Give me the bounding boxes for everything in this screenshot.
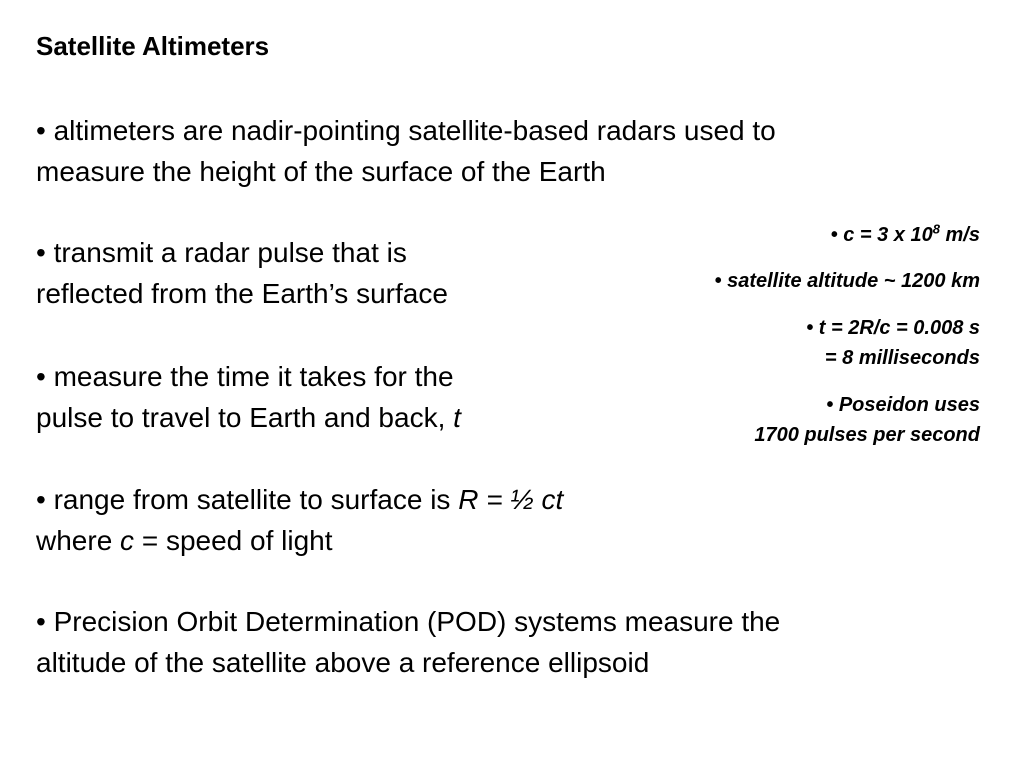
note-text: m/s [939, 224, 980, 246]
variable-c: c [120, 525, 135, 556]
note-exponent: 8 [932, 221, 940, 237]
bullet-line: • Precision Orbit Determination (POD) systems measure the [36, 606, 781, 637]
note-speed-of-light [831, 220, 980, 250]
bullet-text: where [36, 525, 121, 556]
bullet-altimeters [36, 110, 776, 192]
note-line: • Poseidon uses [826, 394, 980, 416]
bullet-text: pulse to travel to Earth and back, [36, 402, 454, 433]
bullet-range [36, 479, 563, 561]
bullet-line: • transmit a radar pulse that is [36, 237, 407, 268]
bullet-text: • range from satellite to surface is [36, 484, 459, 515]
bullet-line: • altimeters are nadir-pointing satellite-based radars used to [36, 115, 776, 146]
bullet-line: altitude of the satellite above a reference ellipsoid [36, 647, 650, 678]
note-text: • c = 3 x 10 [830, 224, 933, 246]
bullet-line [36, 520, 563, 561]
note-time [806, 313, 980, 373]
slide-title: Satellite Altimeters [36, 31, 270, 61]
bullet-line: reflected from the Earth’s surface [36, 278, 448, 309]
note-altitude: • satellite altitude ~ 1200 km [714, 270, 980, 292]
bullet-text: = speed of light [134, 525, 333, 556]
bullet-line: measure the height of the surface of the Earth [36, 156, 606, 187]
note-poseidon [754, 390, 980, 450]
note-line: • t = 2R/c = 0.008 s [806, 317, 980, 339]
bullet-pod [36, 601, 780, 683]
bullet-measure-time [36, 356, 461, 438]
note-line: = 8 milliseconds [824, 347, 980, 369]
variable-t: t [453, 402, 461, 433]
note-line: 1700 pulses per second [754, 424, 980, 446]
bullet-line [36, 479, 563, 520]
bullet-line: • measure the time it takes for the [36, 361, 454, 392]
bullet-transmit-pulse [36, 232, 448, 314]
range-formula: R = ½ ct [458, 484, 564, 515]
bullet-line [36, 397, 461, 438]
